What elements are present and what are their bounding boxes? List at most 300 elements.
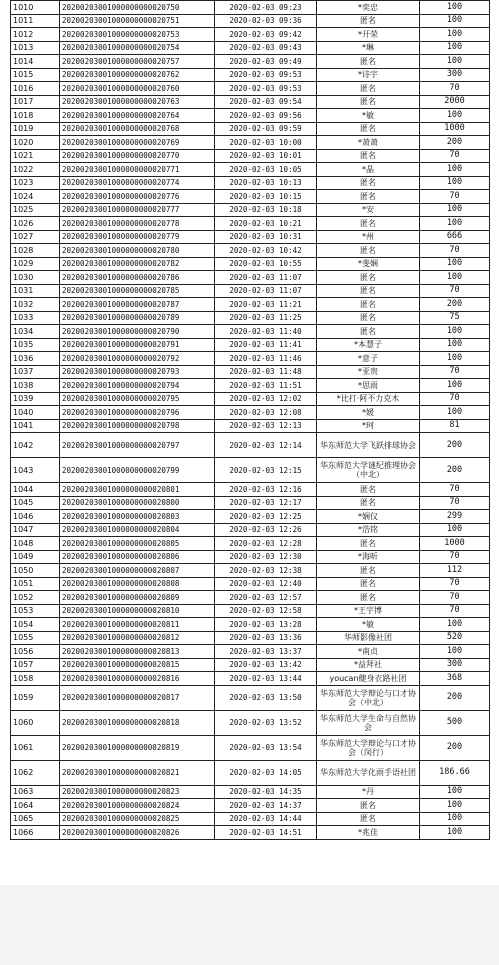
amount-cell: 100 [420,41,490,55]
donor-name-cell: 匿名 [317,149,420,163]
donor-name-cell: *益拜社 [317,658,420,672]
transaction-number-cell: 20200203001000000000020753 [60,28,215,42]
row-number-cell: 1016 [11,82,60,96]
donor-name-cell: 匿名 [317,496,420,510]
donor-name-cell: *意子 [317,352,420,366]
donor-name-cell: 华东师范大学谜纪推理协会（中北） [317,458,420,483]
table-row [11,785,490,799]
transaction-number-cell: 20200203001000000000020776 [60,190,215,204]
table-row [11,176,490,190]
donor-name-cell: *晶 [317,163,420,177]
row-number-cell: 1034 [11,325,60,339]
timestamp-cell: 2020-02-03 11:46 [215,352,317,366]
donor-name-cell: 匿名 [317,82,420,96]
row-number-cell: 1037 [11,365,60,379]
table-row [11,109,490,123]
donor-name-cell: *比打·阿不力克木 [317,392,420,406]
timestamp-cell: 2020-02-03 12:26 [215,523,317,537]
row-number-cell: 1029 [11,257,60,271]
transaction-number-cell: 20200203001000000000020807 [60,564,215,578]
table-row [11,298,490,312]
table-row [11,735,490,760]
table-row [11,122,490,136]
donor-name-cell: *斐娴 [317,257,420,271]
transaction-number-cell: 20200203001000000000020762 [60,68,215,82]
row-number-cell: 1035 [11,338,60,352]
table-row [11,433,490,458]
transaction-number-cell: 20200203001000000000020794 [60,379,215,393]
amount-cell: 100 [420,379,490,393]
donor-name-cell: 匿名 [317,537,420,551]
donor-name-cell: *兆佳 [317,826,420,840]
table-row [11,523,490,537]
row-number-cell: 1036 [11,352,60,366]
donor-name-cell: 匿名 [317,14,420,28]
donor-name-cell: 匿名 [317,311,420,325]
amount-cell: 2000 [420,95,490,109]
transaction-number-cell: 20200203001000000000020779 [60,230,215,244]
table-row [11,760,490,785]
timestamp-cell: 2020-02-03 12:17 [215,496,317,510]
amount-cell: 100 [420,523,490,537]
donor-name-cell: 华东师范大学飞跃排球协会 [317,433,420,458]
transaction-number-cell: 20200203001000000000020786 [60,271,215,285]
timestamp-cell: 2020-02-03 13:28 [215,618,317,632]
timestamp-cell: 2020-02-03 13:52 [215,710,317,735]
amount-cell: 100 [420,325,490,339]
row-number-cell: 1060 [11,710,60,735]
transaction-number-cell: 20200203001000000000020768 [60,122,215,136]
table-row [11,379,490,393]
table-row [11,68,490,82]
transaction-number-cell: 20200203001000000000020823 [60,785,215,799]
table-row [11,271,490,285]
timestamp-cell: 2020-02-03 11:41 [215,338,317,352]
table-row [11,311,490,325]
amount-cell: 112 [420,564,490,578]
amount-cell: 666 [420,230,490,244]
row-number-cell: 1039 [11,392,60,406]
transaction-number-cell: 20200203001000000000020824 [60,799,215,813]
table-row [11,812,490,826]
timestamp-cell: 2020-02-03 10:15 [215,190,317,204]
timestamp-cell: 2020-02-03 10:55 [215,257,317,271]
transaction-number-cell: 20200203001000000000020769 [60,136,215,150]
transaction-number-cell: 20200203001000000000020780 [60,244,215,258]
timestamp-cell: 2020-02-03 10:18 [215,203,317,217]
amount-cell: 300 [420,658,490,672]
timestamp-cell: 2020-02-03 11:21 [215,298,317,312]
table-row [11,658,490,672]
timestamp-cell: 2020-02-03 12:40 [215,577,317,591]
transaction-number-cell: 20200203001000000000020817 [60,685,215,710]
transaction-number-cell: 20200203001000000000020757 [60,55,215,69]
amount-cell: 100 [420,799,490,813]
timestamp-cell: 2020-02-03 13:36 [215,631,317,645]
row-number-cell: 1055 [11,631,60,645]
row-number-cell: 1049 [11,550,60,564]
transaction-number-cell: 20200203001000000000020799 [60,458,215,483]
row-number-cell: 1061 [11,735,60,760]
donor-name-cell: 华东师范大学化雨手语社团 [317,760,420,785]
amount-cell: 200 [420,136,490,150]
timestamp-cell: 2020-02-03 09:49 [215,55,317,69]
amount-cell: 100 [420,109,490,123]
transaction-number-cell: 20200203001000000000020792 [60,352,215,366]
table-row [11,645,490,659]
table-row [11,217,490,231]
transaction-number-cell: 20200203001000000000020770 [60,149,215,163]
row-number-cell: 1031 [11,284,60,298]
row-number-cell: 1025 [11,203,60,217]
timestamp-cell: 2020-02-03 09:53 [215,68,317,82]
donor-name-cell: *州 [317,230,420,244]
timestamp-cell: 2020-02-03 12:13 [215,419,317,433]
timestamp-cell: 2020-02-03 09:36 [215,14,317,28]
donor-name-cell: 华东师范大学辩论与口才协会（闵行） [317,735,420,760]
amount-cell: 70 [420,149,490,163]
row-number-cell: 1022 [11,163,60,177]
transaction-number-cell: 20200203001000000000020812 [60,631,215,645]
timestamp-cell: 2020-02-03 12:58 [215,604,317,618]
table-row [11,82,490,96]
row-number-cell: 1011 [11,14,60,28]
table-row [11,710,490,735]
transaction-number-cell: 20200203001000000000020825 [60,812,215,826]
donor-name-cell: *娴仪 [317,510,420,524]
transaction-number-cell: 20200203001000000000020790 [60,325,215,339]
table-row [11,365,490,379]
table-row [11,230,490,244]
amount-cell: 70 [420,496,490,510]
row-number-cell: 1054 [11,618,60,632]
row-number-cell: 1012 [11,28,60,42]
transaction-number-cell: 20200203001000000000020815 [60,658,215,672]
timestamp-cell: 2020-02-03 11:07 [215,271,317,285]
donor-name-cell: 匿名 [317,298,420,312]
amount-cell: 100 [420,645,490,659]
donor-name-cell: 匿名 [317,244,420,258]
amount-cell: 200 [420,298,490,312]
donor-name-cell: *奕忠 [317,1,420,15]
row-number-cell: 1046 [11,510,60,524]
timestamp-cell: 2020-02-03 11:51 [215,379,317,393]
row-number-cell: 1048 [11,537,60,551]
table-row [11,338,490,352]
transaction-number-cell: 20200203001000000000020795 [60,392,215,406]
amount-cell: 200 [420,685,490,710]
row-number-cell: 1014 [11,55,60,69]
table-row [11,496,490,510]
timestamp-cell: 2020-02-03 11:07 [215,284,317,298]
table-row [11,685,490,710]
table-row [11,28,490,42]
row-number-cell: 1050 [11,564,60,578]
amount-cell: 520 [420,631,490,645]
transaction-number-cell: 20200203001000000000020816 [60,672,215,686]
amount-cell: 70 [420,365,490,379]
table-row [11,483,490,497]
row-number-cell: 1041 [11,419,60,433]
amount-cell: 100 [420,406,490,420]
timestamp-cell: 2020-02-03 14:37 [215,799,317,813]
amount-cell: 100 [420,1,490,15]
table-row [11,95,490,109]
table-row [11,510,490,524]
row-number-cell: 1038 [11,379,60,393]
donor-name-cell: 匿名 [317,271,420,285]
timestamp-cell: 2020-02-03 12:08 [215,406,317,420]
row-number-cell: 1066 [11,826,60,840]
donor-name-cell: 匿名 [317,591,420,605]
donor-name-cell: 匿名 [317,122,420,136]
row-number-cell: 1030 [11,271,60,285]
timestamp-cell: 2020-02-03 10:13 [215,176,317,190]
row-number-cell: 1065 [11,812,60,826]
row-number-cell: 1056 [11,645,60,659]
row-number-cell: 1027 [11,230,60,244]
table-row [11,136,490,150]
donation-table [10,0,490,840]
transaction-number-cell: 20200203001000000000020763 [60,95,215,109]
table-row [11,149,490,163]
timestamp-cell: 2020-02-03 09:42 [215,28,317,42]
amount-cell: 70 [420,483,490,497]
transaction-number-cell: 20200203001000000000020754 [60,41,215,55]
donor-name-cell: *本慧子 [317,338,420,352]
row-number-cell: 1021 [11,149,60,163]
transaction-number-cell: 20200203001000000000020778 [60,217,215,231]
donor-name-cell: 华东师范大学生命与自然协会 [317,710,420,735]
amount-cell: 81 [420,419,490,433]
donor-name-cell: *诗宇 [317,68,420,82]
transaction-number-cell: 20200203001000000000020821 [60,760,215,785]
amount-cell: 100 [420,217,490,231]
donor-name-cell: *媛 [317,406,420,420]
donor-name-cell: *琳 [317,41,420,55]
amount-cell: 186.66 [420,760,490,785]
transaction-number-cell: 20200203001000000000020782 [60,257,215,271]
timestamp-cell: 2020-02-03 11:40 [215,325,317,339]
amount-cell: 100 [420,203,490,217]
amount-cell: 300 [420,68,490,82]
table-row [11,631,490,645]
table-row [11,458,490,483]
amount-cell: 368 [420,672,490,686]
amount-cell: 70 [420,82,490,96]
timestamp-cell: 2020-02-03 12:57 [215,591,317,605]
table-row [11,406,490,420]
amount-cell: 200 [420,433,490,458]
table-row [11,604,490,618]
donor-name-cell: 匿名 [317,217,420,231]
donor-name-cell: 匿名 [317,190,420,204]
timestamp-cell: 2020-02-03 11:25 [215,311,317,325]
row-number-cell: 1013 [11,41,60,55]
timestamp-cell: 2020-02-03 10:21 [215,217,317,231]
amount-cell: 100 [420,338,490,352]
donor-name-cell: *亚贵 [317,365,420,379]
amount-cell: 100 [420,163,490,177]
donor-name-cell: 匿名 [317,812,420,826]
table-row [11,41,490,55]
table-row [11,550,490,564]
timestamp-cell: 2020-02-03 10:05 [215,163,317,177]
table-row [11,257,490,271]
table-row [11,672,490,686]
row-number-cell: 1010 [11,1,60,15]
timestamp-cell: 2020-02-03 12:28 [215,537,317,551]
table-row [11,618,490,632]
amount-cell: 100 [420,271,490,285]
row-number-cell: 1026 [11,217,60,231]
amount-cell: 100 [420,826,490,840]
table-row [11,1,490,15]
table-row [11,14,490,28]
transaction-number-cell: 20200203001000000000020777 [60,203,215,217]
donor-name-cell: 华师影像社团 [317,631,420,645]
row-number-cell: 1033 [11,311,60,325]
amount-cell: 1000 [420,537,490,551]
donor-name-cell: 匿名 [317,483,420,497]
row-number-cell: 1042 [11,433,60,458]
table-row [11,537,490,551]
amount-cell: 100 [420,176,490,190]
table-row [11,577,490,591]
row-number-cell: 1024 [11,190,60,204]
timestamp-cell: 2020-02-03 13:37 [215,645,317,659]
row-number-cell: 1063 [11,785,60,799]
transaction-number-cell: 20200203001000000000020803 [60,510,215,524]
transaction-number-cell: 20200203001000000000020804 [60,523,215,537]
transaction-number-cell: 20200203001000000000020750 [60,1,215,15]
donor-name-cell: 匿名 [317,95,420,109]
transaction-number-cell: 20200203001000000000020796 [60,406,215,420]
donor-name-cell: 匿名 [317,577,420,591]
transaction-number-cell: 20200203001000000000020805 [60,537,215,551]
timestamp-cell: 2020-02-03 12:25 [215,510,317,524]
table-row [11,325,490,339]
transaction-number-cell: 20200203001000000000020751 [60,14,215,28]
amount-cell: 70 [420,577,490,591]
timestamp-cell: 2020-02-03 10:42 [215,244,317,258]
amount-cell: 200 [420,458,490,483]
timestamp-cell: 2020-02-03 12:16 [215,483,317,497]
timestamp-cell: 2020-02-03 09:53 [215,82,317,96]
donor-name-cell: youcan健身衣路社团 [317,672,420,686]
amount-cell: 70 [420,190,490,204]
donor-name-cell: *敏 [317,109,420,123]
timestamp-cell: 2020-02-03 10:00 [215,136,317,150]
transaction-number-cell: 20200203001000000000020813 [60,645,215,659]
table-row [11,203,490,217]
donor-name-cell: *珂 [317,419,420,433]
row-number-cell: 1059 [11,685,60,710]
donor-name-cell: *敏 [317,618,420,632]
row-number-cell: 1019 [11,122,60,136]
row-number-cell: 1044 [11,483,60,497]
amount-cell: 299 [420,510,490,524]
row-number-cell: 1058 [11,672,60,686]
timestamp-cell: 2020-02-03 12:14 [215,433,317,458]
table-row [11,392,490,406]
row-number-cell: 1043 [11,458,60,483]
amount-cell: 70 [420,244,490,258]
amount-cell: 100 [420,257,490,271]
transaction-number-cell: 20200203001000000000020818 [60,710,215,735]
transaction-number-cell: 20200203001000000000020819 [60,735,215,760]
row-number-cell: 1015 [11,68,60,82]
donor-name-cell: *思雨 [317,379,420,393]
transaction-number-cell: 20200203001000000000020787 [60,298,215,312]
table-row [11,352,490,366]
amount-cell: 100 [420,55,490,69]
amount-cell: 1000 [420,122,490,136]
timestamp-cell: 2020-02-03 10:01 [215,149,317,163]
timestamp-cell: 2020-02-03 11:48 [215,365,317,379]
amount-cell: 100 [420,812,490,826]
timestamp-cell: 2020-02-03 09:59 [215,122,317,136]
table-row [11,163,490,177]
timestamp-cell: 2020-02-03 13:54 [215,735,317,760]
table-row [11,190,490,204]
transaction-number-cell: 20200203001000000000020789 [60,311,215,325]
timestamp-cell: 2020-02-03 09:43 [215,41,317,55]
row-number-cell: 1064 [11,799,60,813]
timestamp-cell: 2020-02-03 13:44 [215,672,317,686]
row-number-cell: 1023 [11,176,60,190]
table-row [11,826,490,840]
transaction-number-cell: 20200203001000000000020800 [60,496,215,510]
amount-cell: 100 [420,28,490,42]
donor-name-cell: *开荣 [317,28,420,42]
donor-name-cell: 匿名 [317,799,420,813]
table-row [11,419,490,433]
donor-name-cell: 匿名 [317,176,420,190]
row-number-cell: 1040 [11,406,60,420]
donor-name-cell: 匿名 [317,284,420,298]
donor-name-cell: *王宇博 [317,604,420,618]
transaction-number-cell: 20200203001000000000020801 [60,483,215,497]
timestamp-cell: 2020-02-03 09:56 [215,109,317,123]
donor-name-cell: 华东师范大学辩论与口才协会（中北） [317,685,420,710]
timestamp-cell: 2020-02-03 14:44 [215,812,317,826]
table-row [11,591,490,605]
row-number-cell: 1017 [11,95,60,109]
amount-cell: 100 [420,785,490,799]
row-number-cell: 1045 [11,496,60,510]
timestamp-cell: 2020-02-03 13:42 [215,658,317,672]
timestamp-cell: 2020-02-03 14:35 [215,785,317,799]
timestamp-cell: 2020-02-03 10:31 [215,230,317,244]
row-number-cell: 1032 [11,298,60,312]
amount-cell: 500 [420,710,490,735]
donor-name-cell: *浩铭 [317,523,420,537]
amount-cell: 200 [420,735,490,760]
timestamp-cell: 2020-02-03 14:51 [215,826,317,840]
timestamp-cell: 2020-02-03 09:54 [215,95,317,109]
transaction-number-cell: 20200203001000000000020764 [60,109,215,123]
table-row [11,799,490,813]
row-number-cell: 1020 [11,136,60,150]
amount-cell: 70 [420,591,490,605]
donation-table-body [11,1,490,840]
transaction-number-cell: 20200203001000000000020810 [60,604,215,618]
donor-name-cell: *萧萧 [317,136,420,150]
transaction-number-cell: 20200203001000000000020797 [60,433,215,458]
transaction-number-cell: 20200203001000000000020798 [60,419,215,433]
amount-cell: 100 [420,14,490,28]
